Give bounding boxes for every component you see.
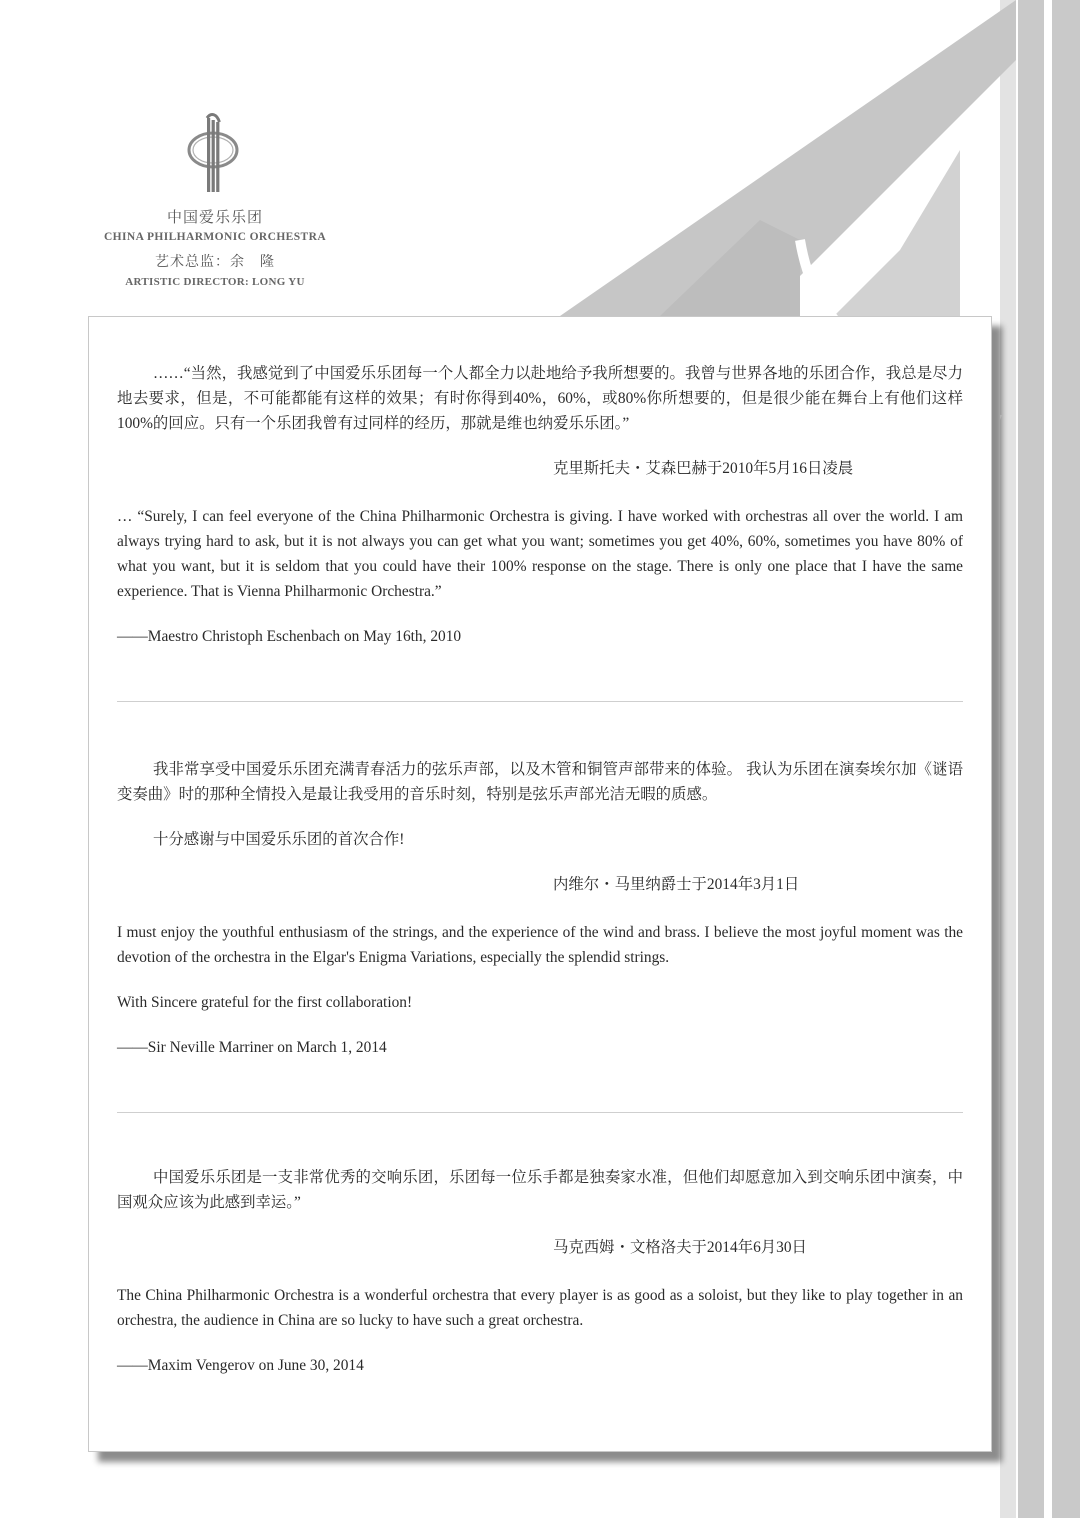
signature-cn: 内维尔・马里纳爵士于2014年3月1日 <box>553 876 800 893</box>
signature-en: ——Maestro Christoph Eschenbach on May 16th, 2010 <box>117 628 462 645</box>
testimonials-content <box>117 361 963 1378</box>
signature-en: ——Maxim Vengerov on June 30, 2014 <box>117 1357 364 1374</box>
testimonial-vengerov <box>117 1165 963 1378</box>
section-divider <box>117 1112 963 1113</box>
testimonial-marriner <box>117 757 963 1060</box>
quote-cn: ……“当然，我感觉到了中国爱乐乐团每一个人都全力以赴地给予我所想要的。我曾与世界各地的乐团合作，我总是尽力地去要求，但是，不可能都能有这样的效果；有时你得到40%，60%，或80%你所想要的，但是很少能在舞台上有他们这样100%的回应。只有一个乐团我曾有过同样的经历，那就是维也纳爱乐乐团。” <box>117 365 963 432</box>
quote-en-thanks: With Sincere grateful for the first collaboration! <box>117 994 413 1011</box>
quote-en: … “Surely, I can feel everyone of the China Philharmonic Orchestra is giving. I have worked with orchestras all over the world. I am always trying hard to ask, but it is not always you can get what you want; sometimes you get 40%, 60%, sometimes you have 80% of what you want, but it is seldom that you could have their 100% response on the stage. There is only one place that I have the same experience. That is Vienna Philharmonic Orchestra.” <box>117 508 963 600</box>
orchestra-logo-icon <box>183 112 247 194</box>
testimonials-card <box>88 316 992 1452</box>
section-divider <box>117 701 963 702</box>
org-name-cn: 中国爱乐乐团 <box>166 210 263 226</box>
signature-cn: 马克西姆・文格洛夫于2014年6月30日 <box>553 1239 807 1256</box>
org-name-en: CHINA PHILHARMONIC ORCHESTRA <box>103 231 327 243</box>
quote-cn: 中国爱乐乐团是一支非常优秀的交响乐团，乐团每一位乐手都是独奏家水准，但他们却愿意加入到交响乐团中演奏，中国观众应该为此感到幸运。” <box>117 1169 963 1211</box>
quote-en: The China Philharmonic Orchestra is a wonderful orchestra that every player is as good as a soloist, but they like to play together in an orchestra, the audience in China are so lucky to have such a great orchestra. <box>117 1287 963 1329</box>
signature-cn: 克里斯托夫・艾森巴赫于2010年5月16日凌晨 <box>553 460 854 477</box>
quote-cn: 我非常享受中国爱乐乐团充满青春活力的弦乐声部，以及木管和铜管声部带来的体验。 我认为乐团在演奏埃尔加《谜语变奏曲》时的那种全情投入是最让我受用的音乐时刻，特别是弦乐声部光洁无暇的质感。 <box>117 761 963 803</box>
quote-en: I must enjoy the youthful enthusiasm of the strings, and the experience of the wind and brass. I believe the most joyful moment was the devotion of the orchestra in the Elgar's Enigma Variations, especially the splendid strings. <box>117 924 963 966</box>
director-en: ARTISTIC DIRECTOR: LONG YU <box>125 276 305 288</box>
director-cn: 艺术总监：余 隆 <box>155 255 275 270</box>
orchestra-header <box>95 112 335 288</box>
testimonial-eschenbach <box>117 361 963 649</box>
signature-en: ——Sir Neville Marriner on March 1, 2014 <box>117 1039 387 1056</box>
quote-cn-thanks: 十分感谢与中国爱乐乐团的首次合作! <box>153 831 405 848</box>
